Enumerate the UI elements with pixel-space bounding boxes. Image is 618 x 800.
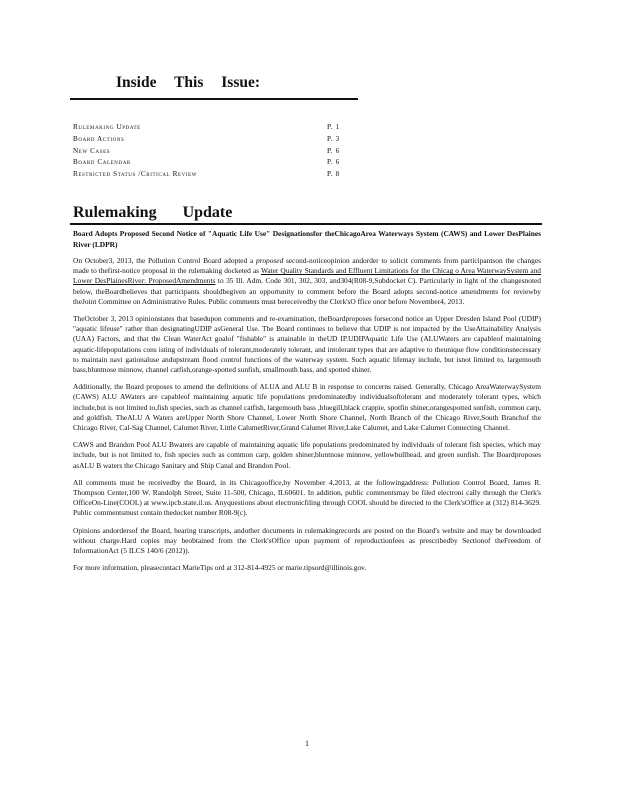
toc-item[interactable] <box>73 158 343 170</box>
toc-item-page: P. 6 <box>327 146 340 155</box>
toc-item-page: P. 1 <box>327 123 340 131</box>
toc-item-label: Board Actions <box>73 134 125 143</box>
table-of-contents <box>73 123 343 182</box>
toc-item-label: Restricted Status /Critical Review <box>73 170 198 179</box>
toc-item-page: P. 3 <box>327 134 340 143</box>
paragraph-text: to 35 Ill. Adm. Code 301, 302, 303, and304(R08-9,Subdocket C). Particularly in light of the changesnoted below, theBoardbelieves that participants shouldbegiven an opportunity to comment before the Board adopts second-notice amendments for reviewby theJoint Committee on Administrative Rules. Public comments must bereceivedby the Clerk'sO ffice onor before November4, 2013. <box>73 276 541 306</box>
toc-item[interactable] <box>73 123 343 135</box>
docket-title: Water Quality Standards and Effluent Limitations for the Chicag o Area WaterwaySystem and Lower DesPlainesRiver: ProposedAmendments <box>73 266 542 286</box>
paragraph: TheOctober 3, 2013 opinionstates that basedupon comments and re-examination, theBoardproposes forsecond notice an Upper Dresden Island Pool (UDIP) "aquatic lifeuse" rather than designatingUDIP asGeneral Use. The Board continues to believe that UDIP is not impacted by the UseAttainability Analysis (UAA) Factors, and that the Clean WaterAct goalof "fishable" is attainable in theUD IP.UDIPAquatic Life Use (ALUWaters are capableof maintaining aquatic-lifepopulations cons isting of individuals of tolerant,moderately tolerant, and intolerant types that are adaptive to theunique flow conditionsnecessary to maintain navi gationaluse andupstream flood control functions of the waterway system. Such aquatic lifemay include, but isnot limited to, largemouth bass,bluntnose minnow, channel catfish,orange-spotted sunfish, smallmouth bass, and spotted shiner. <box>73 314 541 375</box>
toc-item-label: New Cases <box>73 146 111 155</box>
paragraph: CAWS and Brandon Pool ALU Bwaters are capable of maintaining aquatic life populations predominated by individuals of tolerant fish species, which may include, but is not limited to, fish species such as common carp, golden shiner,bluntnose minnow, yellowbullhead, and green sunfish. The Boardproposes asALU B waters the Chicago Sanitary and Ship Canal and Brandon Pool. <box>73 440 541 470</box>
toc-item[interactable] <box>73 170 343 182</box>
article-body <box>73 256 541 580</box>
toc-item-page: P. 8 <box>327 170 340 179</box>
paragraph <box>73 256 541 307</box>
toc-item-page: P. 6 <box>327 158 340 167</box>
toc-item[interactable] <box>73 147 343 159</box>
paragraph: Additionally, the Board proposes to amend the definitions of ALUA and ALU B in response to concerns raised. Generally, Chicago AreaWaterwaySystem (CAWS) ALU AWaters are capableof maintaining aquatic life populations predominatedby individualsoftolerant and moderately tolerant types, which include,but is not limited to,fish species, such as channel catfish, largemouth bass ,bluegill,black crappie, spotfin shiner,orangespotted sunfish, common carp, and goldfish. TheALU A Waters areUpper North Shore Channel, Lower North Shore Channel, North Branch of the Chicago River,South Branchof the Chicago River, Cal-Sag Channel, Calumet River, Little CalumetRiver,Grand Calumet River,Lake Calumet, and Lake Calumet Connecting Channel. <box>73 382 541 433</box>
paragraph: For more information, pleasecontact MarieTips ord at 312-814-4925 or marie.tipsord@illinois.gov. <box>73 563 367 573</box>
paragraph-text: second-noticeopinion andorder to solicit comments from participantson the changes made to thefirst-notice proposal in the rulemaking docketed as <box>73 256 541 276</box>
toc-item-label: Board Calendar <box>73 158 131 167</box>
article-headline: Board Adopts Proposed Second Notice of "Aquatic Life Use" Designationsfor theChicagoArea Waterways System (CAWS) and Lower DesPlaines River (LDPR) <box>73 229 541 250</box>
section-rule <box>70 223 542 225</box>
emphasis-text: proposed <box>256 256 284 265</box>
section-title: Rulemaking Update <box>73 204 233 221</box>
toc-item-label: Rulemaking Update <box>73 123 141 131</box>
paragraph-text: On October3, 2013, the Pollution Control Board adopted a <box>73 256 254 265</box>
inside-this-issue-heading: Inside This Issue: <box>116 74 261 91</box>
paragraph: Opinions andordersof the Board, hearing transcripts, andother documents in rulemakingrecords are posted on the Board's website and may be downloaded without charge.Hard copies may beobtained from the Clerk'sOffice upon payment of reproductionfees as prescribedby Sectionof theFreedom of InformationAct (5 ILCS 140/6 (2012)). <box>73 525 541 556</box>
page-number: 1 <box>305 739 309 748</box>
toc-item[interactable] <box>73 135 343 147</box>
paragraph: All comments must be receivedby the Board, in its Chicagooffice,by November 4,2013, at the followingaddress: Pollution Control Board, James R. Thompson Center,100 W. Randolph Street, Suite 11-500, Chicago, IL60601. In addition, public commentsmay be filed electroni cally through the Clerk's OfficeOn-Line(COOL) at www.ipcb.state.il.us. Anyquestions about electronicfiling through COOL should be directed to the Clerk'sOffice at (312) 814-3629. Public commentsmust contain thedocket number R08-9(c). <box>73 477 541 518</box>
heading-rule <box>70 98 358 100</box>
